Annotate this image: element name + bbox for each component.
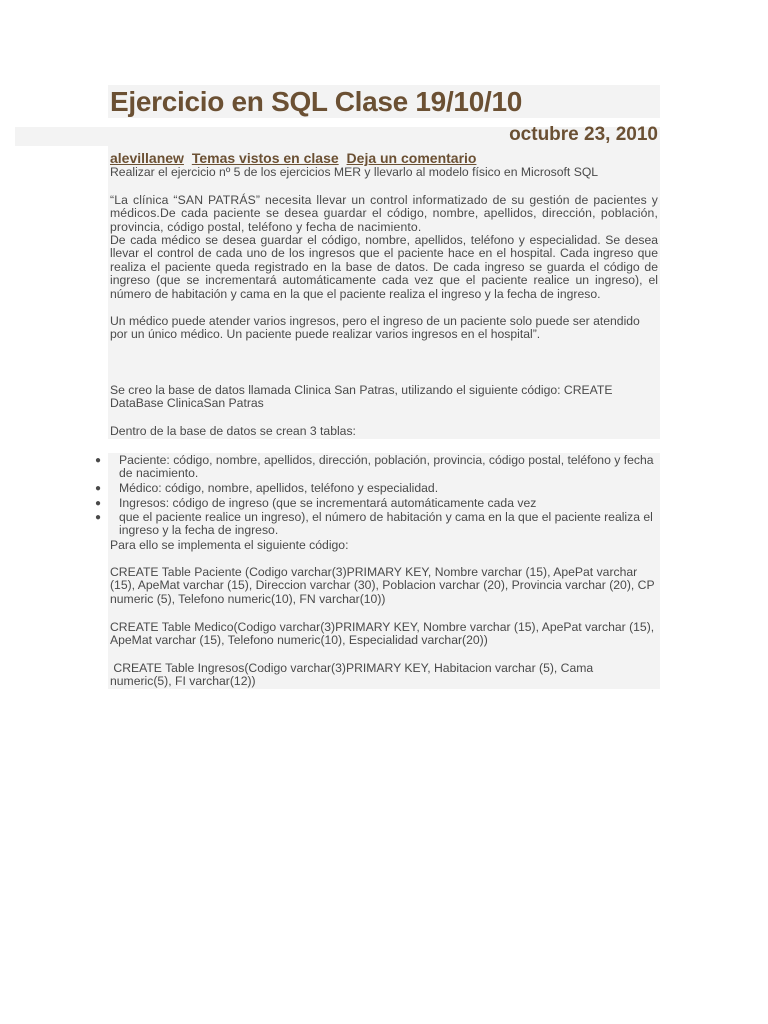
bullet-icon: ● [95,455,102,466]
list-item-text: Médico: código, nombre, apellidos, teléfono y especialidad. [119,480,439,495]
comment-link[interactable]: Deja un comentario [346,150,477,166]
database-text: Se creo la base de datos llamada Clinica San Patras, utilizando el siguiente código: CREATE DataBase ClinicaSan Patras [110,383,613,411]
statement-p1: “La clínica “SAN PATRÁS” necesita llevar un control informatizado de su gestión de pacientes y médicos.De cada paciente se desea guardar el código, nombre, apellidos, dirección, población, provincia, código postal, teléfono y fecha de nacimiento. [110,193,658,234]
bullet-icon: ● [95,498,102,510]
code-intro: Para ello se implementa el siguiente código: [110,538,349,552]
list-item [0,497,660,510]
list-item-text: Paciente: código, nombre, apellidos, dirección, población, provincia, código postal, teléfono y fecha de nacimiento. [119,453,654,481]
post-meta [110,150,480,166]
post-title: Ejercicio en SQL Clase 19/10/10 [110,86,522,117]
list-item [0,511,660,538]
code-ingresos: CREATE Table Ingresos(Codigo varchar(3)PRIMARY KEY, Habitacion varchar (5), Cama numeric(5), FI varchar(12)) [110,661,597,689]
statement-p3: Un médico puede atender varios ingresos, pero el ingreso de un paciente solo puede ser atendido por un único médico. Un paciente puede realizar varios ingresos en el hospital”. [110,314,640,342]
title-block [108,85,660,118]
bullet-icon: ● [95,511,102,523]
intro-text: Realizar el ejercicio nº 5 de los ejercicios MER y llevarlo al modelo físico en Microsoft SQL [110,165,599,179]
category-link[interactable]: Temas vistos en clase [191,150,339,166]
bullet-icon: ● [95,482,102,494]
list-item [0,482,660,495]
author-link[interactable]: alevillanew [110,150,184,166]
statement-p2: De cada médico se desea guardar el código, nombre, apellidos, teléfono y especialidad. Se desea llevar el control de cada uno de los ingresos que el paciente hace en el hospital. Cada ingreso que realiza el paciente queda registrado en la base de datos. De cada ingreso se guarda el código de ingreso (que se incrementará automáticamente cada vez que el paciente realice un ingreso), el número de habitación y cama en la que el paciente realiza el ingreso y la fecha de ingreso. [110,233,658,301]
tables-list [0,454,660,537]
list-item-text: Ingresos: código de ingreso (que se incrementará automáticamente cada vez [119,496,537,511]
list-item [0,454,660,481]
date-band [15,124,660,146]
code-medico: CREATE Table Medico(Codigo varchar(3)PRIMARY KEY, Nombre varchar (15), ApePat varchar (15), ApeMat varchar (15), Telefono numeric(10), Especialidad varchar(20)) [110,620,655,648]
code-paciente: CREATE Table Paciente (Codigo varchar(3)PRIMARY KEY, Nombre varchar (15), ApePat varchar (15), ApeMat varchar (15), Direccion varchar (30), Poblacion varchar (20), Provincia varchar (20), CP numeric (5), Telefono numeric(10), FN varchar(10)) [110,565,655,606]
list-item-text: que el paciente realice un ingreso), el número de habitación y cama en la que el paciente realiza el ingreso y la fecha de ingreso. [119,509,653,538]
tables-intro: Dentro de la base de datos se crean 3 tablas: [110,424,356,438]
post-date: octubre 23, 2010 [509,124,658,145]
